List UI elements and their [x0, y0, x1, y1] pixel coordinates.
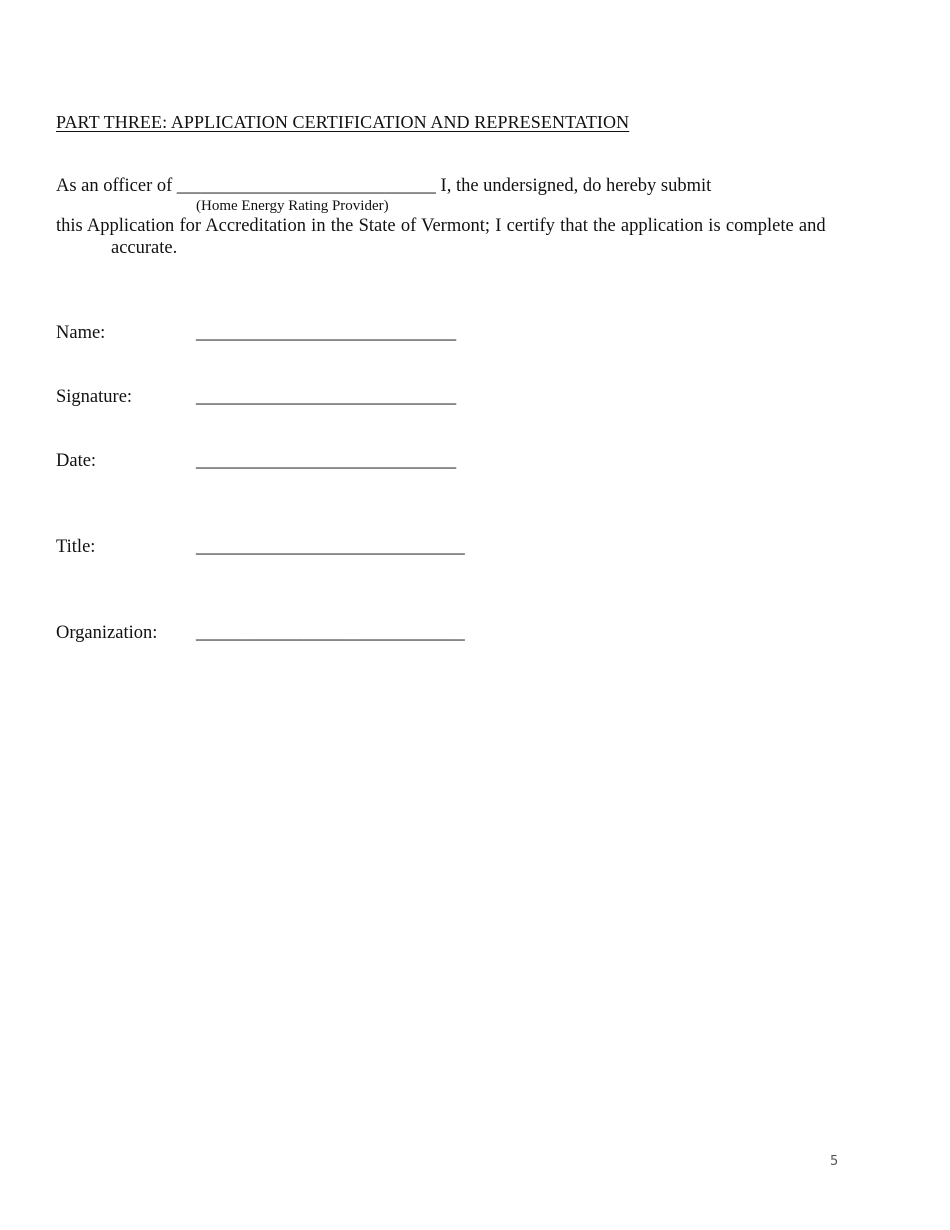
signature-label: Signature: — [56, 387, 133, 407]
officer-of-text: As an officer of — [56, 176, 173, 196]
title-line[interactable]: _______________________________ — [196, 537, 465, 557]
organization-line[interactable]: _______________________________ — [196, 623, 465, 643]
certification-paragraph-line3: accurate. — [111, 238, 178, 258]
section-heading: PART THREE: APPLICATION CERTIFICATION AND REPRESENTATION — [56, 112, 630, 132]
provider-blank-caption: (Home Energy Rating Provider) — [196, 198, 389, 214]
name-label: Name: — [56, 323, 106, 343]
undersigned-text: I, the undersigned, do hereby submit — [440, 176, 712, 196]
certification-paragraph-line2: this Application for Accreditation in the State of Vermont; I certify that the application is complete and — [56, 216, 826, 236]
page-number: 5 — [830, 1154, 839, 1169]
provider-name-blank[interactable]: ____________________________ — [176, 176, 436, 196]
name-signature-line[interactable]: ______________________________ — [196, 323, 456, 343]
organization-label: Organization: — [56, 623, 158, 643]
date-label: Date: — [56, 451, 97, 471]
signature-line[interactable]: ______________________________ — [196, 387, 456, 407]
certification-paragraph-line1 — [56, 176, 711, 197]
date-line[interactable]: ______________________________ — [196, 451, 456, 471]
title-label: Title: — [56, 537, 96, 557]
